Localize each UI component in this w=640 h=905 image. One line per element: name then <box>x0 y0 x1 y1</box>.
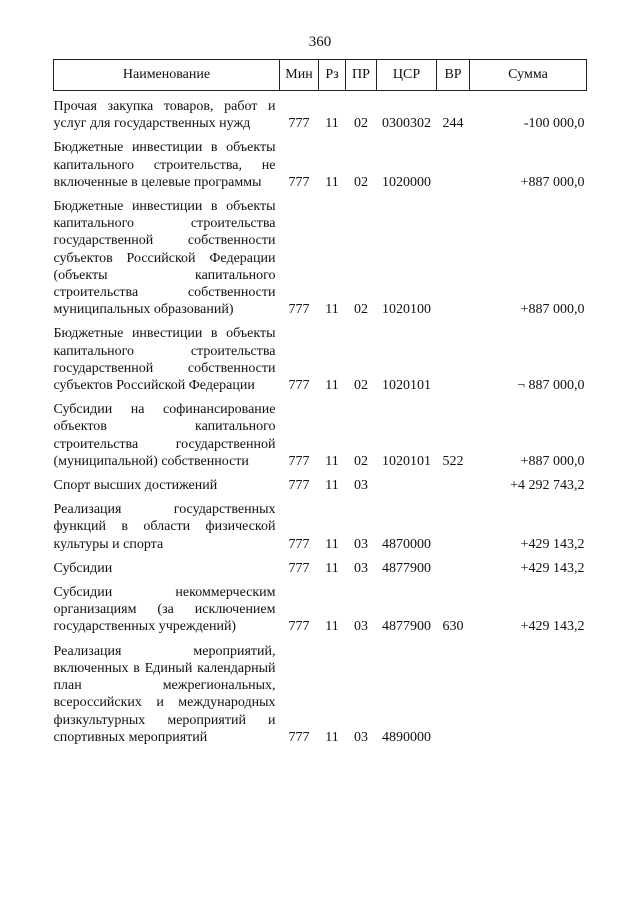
header-pr: ПР <box>346 60 377 91</box>
row-min: 777 <box>288 560 310 576</box>
row-name: Реализация государственных функций в области физической культуры и спорта <box>53 502 276 552</box>
table-row <box>54 636 587 746</box>
row-pr: 02 <box>354 116 368 132</box>
row-min: 777 <box>288 536 310 552</box>
row-min: 777 <box>288 619 310 635</box>
row-csr: 0300302 <box>382 116 431 132</box>
header-name: Наименование <box>54 60 280 91</box>
row-sum: +887 000,0 <box>520 302 585 318</box>
row-rz: 11 <box>325 453 339 469</box>
row-name: Бюджетные инвестиции в объекты капитального строительства государственной собственности субъектов Российской Федерации (объекты капитального строительства собственности муниципальных образований) <box>53 199 276 318</box>
header-rz: Рз <box>319 60 346 91</box>
row-csr: 1020000 <box>382 174 431 190</box>
row-sum: +429 143,2 <box>520 536 585 552</box>
row-pr: 02 <box>354 302 368 318</box>
table-row <box>54 318 587 394</box>
row-rz: 11 <box>325 478 339 494</box>
row-vr <box>437 636 470 746</box>
row-csr <box>377 470 437 494</box>
row-vr: 522 <box>442 453 464 469</box>
row-sum: +4 292 743,2 <box>510 478 585 494</box>
row-csr: 4870000 <box>382 536 431 552</box>
table-row <box>54 577 587 636</box>
row-pr: 03 <box>354 729 368 745</box>
row-min: 777 <box>288 378 310 394</box>
row-min: 777 <box>288 302 310 318</box>
row-pr: 02 <box>354 174 368 190</box>
row-pr: 03 <box>354 478 368 494</box>
header-csr: ЦСР <box>377 60 437 91</box>
row-vr <box>437 494 470 553</box>
row-name: Субсидии <box>53 560 113 576</box>
header-min: Мин <box>280 60 319 91</box>
row-sum <box>470 636 587 746</box>
row-rz: 11 <box>325 378 339 394</box>
row-csr: 1020101 <box>382 378 431 394</box>
row-name: Субсидии некоммерческим организациям (за исключением государственных учреждений) <box>53 585 276 635</box>
row-name: Субсидии на софинансирование объектов капитального строительства государственной (муниципальной) собственности <box>53 402 276 469</box>
row-name: Бюджетные инвестиции в объекты капитального строительства, не включенные в целевые программы <box>53 140 276 190</box>
header-vr: ВР <box>437 60 470 91</box>
table-row <box>54 553 587 577</box>
row-sum: +887 000,0 <box>520 174 585 190</box>
row-min: 777 <box>288 453 310 469</box>
row-rz: 11 <box>325 174 339 190</box>
row-csr: 4890000 <box>382 729 431 745</box>
row-sum: ¬ 887 000,0 <box>517 378 585 394</box>
table-row <box>54 470 587 494</box>
row-vr: 630 <box>442 619 464 635</box>
page-number: 360 <box>308 34 332 50</box>
row-pr: 02 <box>354 453 368 469</box>
table-row <box>54 394 587 470</box>
row-rz: 11 <box>325 729 339 745</box>
row-min: 777 <box>288 116 310 132</box>
row-rz: 11 <box>325 619 339 635</box>
table-row <box>54 91 587 133</box>
table-header <box>54 60 587 91</box>
row-sum: +429 143,2 <box>520 619 585 635</box>
row-rz: 11 <box>325 536 339 552</box>
row-sum: +429 143,2 <box>520 560 585 576</box>
budget-table <box>53 59 587 746</box>
row-vr <box>437 191 470 318</box>
row-vr: 244 <box>442 116 464 132</box>
header-sum: Сумма <box>470 60 587 91</box>
row-csr: 1020100 <box>382 302 431 318</box>
table-row <box>54 132 587 191</box>
row-min: 777 <box>288 174 310 190</box>
row-name: Прочая закупка товаров, работ и услуг для государственных нужд <box>53 99 276 132</box>
row-name: Реализация мероприятий, включенных в Единый календарный план межрегиональных, всероссийских и международных физкультурных мероприятий и спортивных мероприятий <box>53 643 276 745</box>
row-rz: 11 <box>325 116 339 132</box>
table-row <box>54 191 587 318</box>
row-csr: 4877900 <box>382 560 431 576</box>
row-vr <box>437 553 470 577</box>
row-name: Бюджетные инвестиции в объекты капитального строительства государственной собственности субъектов Российской Федерации <box>53 326 276 394</box>
row-pr: 03 <box>354 560 368 576</box>
row-rz: 11 <box>325 560 339 576</box>
row-min: 777 <box>288 478 310 494</box>
row-sum: -100 000,0 <box>523 116 585 132</box>
row-rz: 11 <box>325 302 339 318</box>
row-csr: 4877900 <box>382 619 431 635</box>
row-pr: 02 <box>354 378 368 394</box>
row-csr: 1020101 <box>382 453 431 469</box>
row-sum: +887 000,0 <box>520 453 585 469</box>
row-min: 777 <box>288 729 310 745</box>
row-vr <box>437 470 470 494</box>
row-vr <box>437 132 470 191</box>
table-row <box>54 494 587 553</box>
row-name: Спорт высших достижений <box>53 478 218 494</box>
row-pr: 03 <box>354 619 368 635</box>
row-pr: 03 <box>354 536 368 552</box>
table-body <box>54 91 587 746</box>
row-vr <box>437 318 470 394</box>
